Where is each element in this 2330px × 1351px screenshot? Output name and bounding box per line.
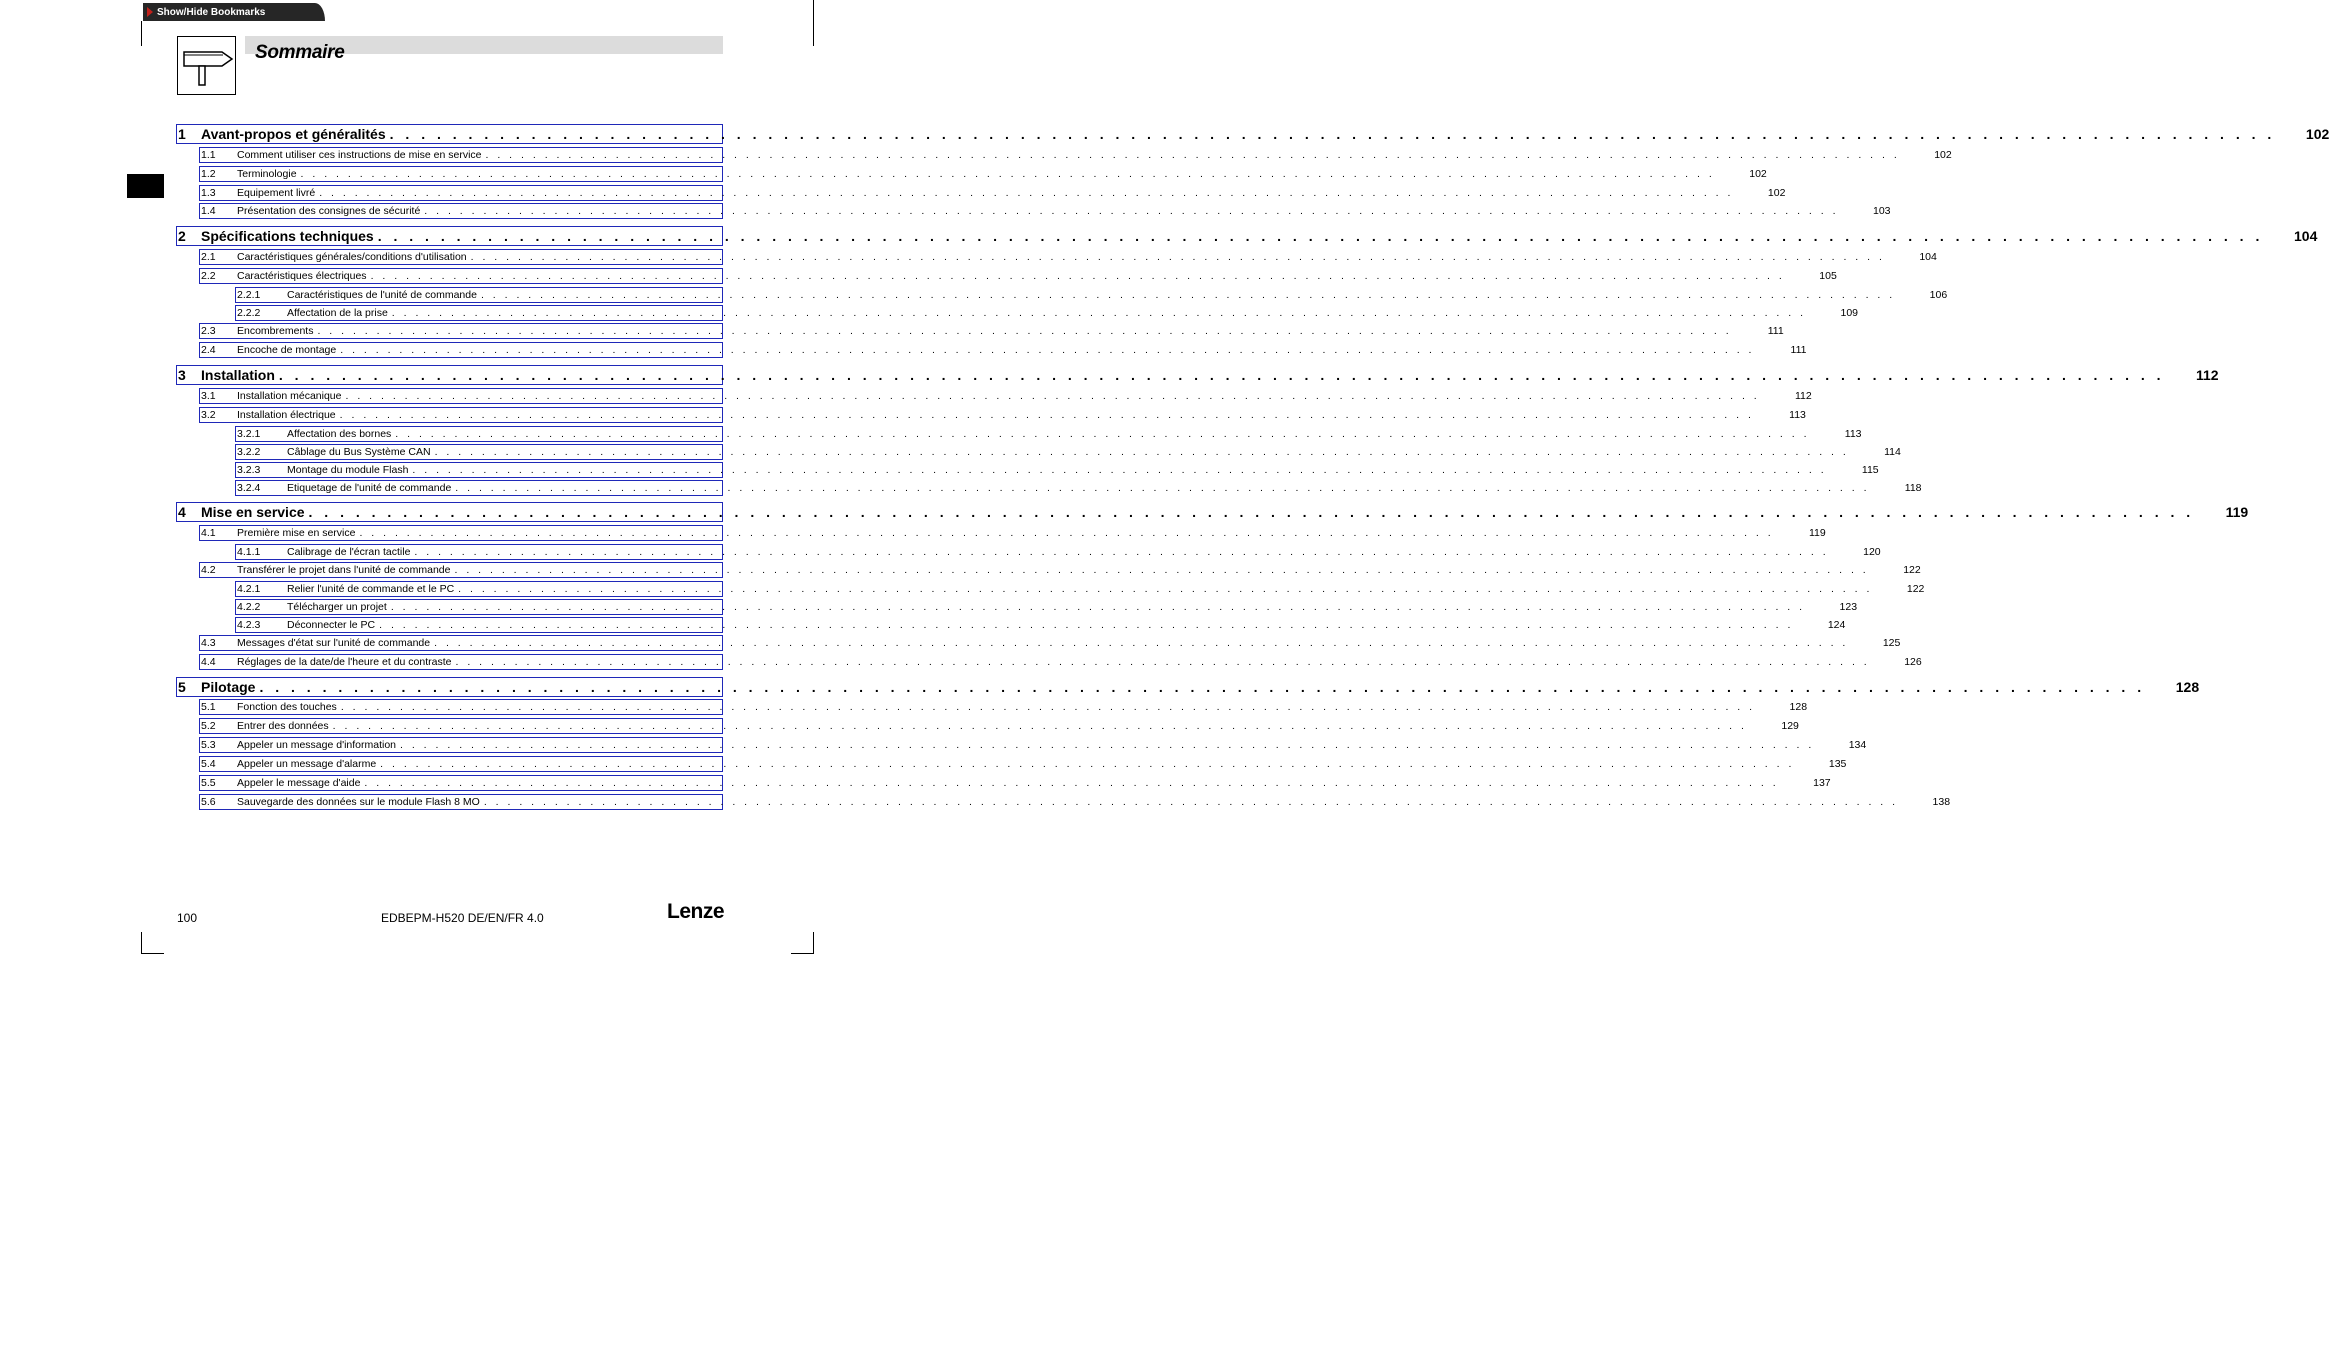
toc-entry-page: 120 bbox=[1863, 546, 1881, 558]
toc-leader-dots: . . . . . . . . . . . . . . . . . . . . . . . . . . . . . . . . . . . . . . . . . . . . . . . . . . . . . . . . . . . . . . . . . . . . . . . . . . . . . . . . . . . . . . . . . . . . . . . . . . . . . . . . . . . . . . . . . . . . . . . . bbox=[359, 527, 1774, 539]
toc-entry-title: Première mise en service bbox=[237, 527, 356, 539]
toc-entry-title: Avant-propos et généralités bbox=[201, 126, 386, 142]
toc-entry-number: 1.4 bbox=[201, 205, 216, 217]
toc-entry[interactable] bbox=[176, 226, 2318, 246]
toc-leader-dots: . . . . . . . . . . . . . . . . . . . . . . . . . . . . . . . . . . . . . . . . . . . . . . . . . . . . . . . . . . . . . . . . . . . . . . . . . . . . . . . . . . . . . . . . . . . . . . . . . . . . . . . . . . . . . . . . . . . . . . . . bbox=[339, 409, 1754, 421]
toc-entry-page: 119 bbox=[1808, 527, 1826, 539]
toc-entry-number: 1.3 bbox=[201, 187, 216, 199]
toc-entry[interactable] bbox=[199, 718, 1799, 734]
toc-entry-title: Installation électrique bbox=[237, 409, 336, 421]
chapter-tab-marker bbox=[127, 174, 164, 198]
toc-entry-page: 126 bbox=[1904, 656, 1922, 668]
toc-entry-number: 2.4 bbox=[201, 344, 216, 356]
crop-mark bbox=[813, 932, 814, 954]
crop-mark bbox=[791, 953, 814, 954]
toc-entry-page: 114 bbox=[1884, 446, 1901, 458]
toc-entry-number: 2.2.1 bbox=[237, 289, 261, 301]
toc-leader-dots: . . . . . . . . . . . . . . . . . . . . . . . . . . . . . . . . . . . . . . . . . . . . . . . . . . . . . . . . . . . . . . . . . . . . . . . . . . . . . . . . . . . . . . . . . . . . . . . . . . . . . . . . . . . . . . . . . . . . . . . . bbox=[340, 344, 1755, 356]
toc-leader-dots: . . . . . . . . . . . . . . . . . . . . . . . . . . . . . . . . . . . . . . . . . . . . . . . . . . . . . . . . . . . . . . . . . . . . . . . . . . . . . . . . . . . . . . . . . . . . . . . . . . . . . . . . . . . . . . . . . . . . . . . . bbox=[424, 205, 1839, 217]
toc-entry-number: 5.2 bbox=[201, 720, 216, 732]
toc-entry-title: Calibrage de l'écran tactile bbox=[287, 546, 411, 558]
crop-mark bbox=[813, 0, 814, 46]
toc-leader-dots: . . . . . . . . . . . . . . . . . . . . . . . . . . . . . . . . . . . . . . . . . . . . . . . . . . . . . . . . . . . . . . . . . . . . . . . . . . . . . . . . . . . . . . . . . . . . . . . . . . . . . . . . . . . . . . . . . . . . . . . . bbox=[340, 701, 1756, 713]
arrow-right-icon bbox=[147, 7, 153, 17]
toc-entry[interactable] bbox=[199, 525, 1826, 541]
toc-entry-number: 3 bbox=[178, 367, 186, 383]
toc-entry-title: Télécharger un projet bbox=[287, 601, 387, 613]
toc-entry[interactable] bbox=[176, 365, 2219, 385]
toc-entry-title: Réglages de la date/de l'heure et du contraste bbox=[237, 656, 452, 668]
toc-entry-title: Caractéristiques générales/conditions d'utilisation bbox=[237, 251, 467, 263]
toc-entry-page: 102 bbox=[2305, 126, 2330, 142]
toc-entry-title: Appeler le message d'aide bbox=[237, 777, 361, 789]
toc-entry-page: 129 bbox=[1781, 720, 1799, 732]
toc-entry-title: Installation bbox=[201, 367, 275, 383]
toc-entry-title: Equipement livré bbox=[237, 187, 316, 199]
toc-leader-dots: . . . . . . . . . . . . . . . . . . . . . . . . . . . . . . . . . . . . . . . . . . . . . . . . . . . . . . . . . . . . . . . . . . . . . . . . . . . . . . . . . . . . . . . . . . . . . . . . . . . . . . . . . . . . . . . . . . . . . . . . bbox=[455, 656, 1870, 668]
toc-entry-number: 4 bbox=[178, 504, 186, 520]
toc-leader-dots: . . . . . . . . . . . . . . . . . . . . . . . . . . . . . . . . . . . . . . . . . . . . . . . . . . . . . . . . . . . . . . . . . . . . . . . . . . . . . . . . . . . . . . . . . . . . . . . . . . . . . . . . . . . . . . . . . . . . . . . . bbox=[454, 564, 1869, 576]
toc-entry-title: Sauvegarde des données sur le module Flash 8 MO bbox=[237, 796, 480, 808]
toc-entry-number: 5.5 bbox=[201, 777, 216, 789]
toc-entry-number: 3.2.2 bbox=[237, 446, 261, 458]
toc-entry-number: 3.2.4 bbox=[237, 482, 261, 494]
toc-entry[interactable] bbox=[199, 699, 1808, 715]
toc-entry-number: 4.3 bbox=[201, 637, 216, 649]
lenze-logo: Lenze bbox=[667, 900, 725, 923]
toc-entry-page: 122 bbox=[1903, 564, 1921, 576]
toc-entry[interactable] bbox=[199, 147, 1952, 163]
toc-entry-title: Messages d'état sur l'unité de commande bbox=[237, 637, 431, 649]
toc-entry-number: 3.2 bbox=[201, 409, 216, 421]
toc-entry[interactable] bbox=[199, 794, 1951, 810]
page-number: 100 bbox=[177, 911, 198, 925]
crop-mark bbox=[141, 953, 164, 954]
toc-entry[interactable] bbox=[199, 756, 1847, 772]
toc-entry-page: 123 bbox=[1839, 601, 1858, 613]
toc-leader-dots: . . . . . . . . . . . . . . . . . . . . . . . . . . . . . . . . . . . . . . . . . . . . . . . . . . . . . . . . . . . . . . . . . . . . . . . . . . . . . . . . . . . . . . . . . . . . . . . . . . . . . . . . . . . . . . . . . . . . . . . . bbox=[364, 777, 1779, 789]
toc-entry-page: 113 bbox=[1789, 409, 1806, 421]
toc-entry-page: 105 bbox=[1819, 270, 1837, 282]
toc-entry-page: 118 bbox=[1904, 482, 1922, 494]
toc-leader-dots: . . . . . . . . . . . . . . . . . . . . . . . . . . . . . . . . . . . . . . . . . . . . . . . . . . . . . . . . . . . . . . . . . . . . . . . . . . . . . . . . . . . . . . . . . . . . . . . . . . . . . . . . . . . . . . . . . . . . . . . . bbox=[380, 758, 1795, 770]
toc-entry-number: 3.2.1 bbox=[237, 428, 261, 440]
toc-entry-page: 104 bbox=[2294, 228, 2318, 244]
toc-entry[interactable] bbox=[235, 426, 1862, 442]
toc-entry-number: 4.2.1 bbox=[237, 583, 261, 595]
toc-entry-title: Câblage du Bus Système CAN bbox=[287, 446, 431, 458]
toc-entry-page: 102 bbox=[1749, 168, 1767, 180]
toc-leader-dots: . . . . . . . . . . . . . . . . . . . . . . . . . . . . . . . . . . . . . . . . . . . . . . . . . . . . . . . . . . . . . . . . . . . . . . . . . . . . . . . . . . . . . . . . . . . . . . . . . . . . . . . . . . . . . . . . . . . . . . . . bbox=[319, 187, 1734, 199]
toc-entry-number: 1.1 bbox=[201, 149, 216, 161]
toc-entry-page: 122 bbox=[1906, 583, 1925, 595]
toc-leader-dots: . . . . . . . . . . . . . . . . . . . . . . . . . . . . . . . . . . . . . . . . . . . . . . . . . . . . . . . . . . . . . . . . . . . . . . . . . . . . . . . . . . . . . . . . . . . . . . . . . . . . . . . . . . . . . . . . . . . . . . . . bbox=[455, 482, 1870, 494]
toc-leader-dots: . . . . . . . . . . . . . . . . . . . . . . . . . . . . . . . . . . . . . . . . . . . . . . . . . . . . . . . . . . . . . . . . . . . . . . . . . . . . . . . . . . . . . . . . . . . . . . . . . . . . . . . . . . . . . . . . . . . . . . . . bbox=[458, 583, 1873, 595]
toc-entry-title: Spécifications techniques bbox=[201, 228, 374, 244]
toc-leader-dots: . . . . . . . . . . . . . . . . . . . . . . . . . . . . . . . . . . . . . . . . . . . . . . . . . . . . . . . . . . . . . . . . . . . . . . . . . . . . . . . . . . . . . . . . . . . . . . . . . . . . . . . . . . . . . . . . . . . . . . . . bbox=[278, 367, 2165, 383]
toc-entry-title: Terminologie bbox=[237, 168, 297, 180]
toc-entry[interactable] bbox=[235, 480, 1922, 496]
toc-leader-dots: . . . . . . . . . . . . . . . . . . . . . . . . . . . . . . . . . . . . . . . . . . . . . . . . . . . . . . . . . . . . . . . . . . . . . . . . . . . . . . . . . . . . . . . . . . . . . . . . . . . . . . . . . . . . . . . . . . . . . . . . bbox=[414, 546, 1829, 558]
toc-entry[interactable] bbox=[199, 342, 1807, 358]
toc-leader-dots: . . . . . . . . . . . . . . . . . . . . . . . . . . . . . . . . . . . . . . . . . . . . . . . . . . . . . . . . . . . . . . . . . . . . . . . . . . . . . . . . . . . . . . . . . . . . . . . . . . . . . . . . . . . . . . . . . . . . . . . . bbox=[259, 679, 2146, 695]
toc-entry[interactable] bbox=[199, 635, 1901, 651]
toc-entry-page: 106 bbox=[1929, 289, 1948, 301]
toc-entry-title: Montage du module Flash bbox=[287, 464, 409, 476]
toc-entry-number: 4.2.3 bbox=[237, 619, 261, 631]
show-hide-bookmarks-button[interactable] bbox=[143, 3, 325, 21]
toc-entry[interactable] bbox=[199, 166, 1767, 182]
toc-entry-page: 119 bbox=[2225, 504, 2249, 520]
toc-entry[interactable] bbox=[199, 407, 1806, 423]
bookmarks-label: Show/Hide Bookmarks bbox=[157, 6, 266, 18]
toc-entry-title: Mise en service bbox=[201, 504, 305, 520]
toc-entry[interactable] bbox=[199, 185, 1786, 201]
toc-entry-number: 1 bbox=[178, 126, 186, 142]
toc-entry-page: 128 bbox=[2175, 679, 2200, 695]
toc-entry-page: 115 bbox=[1861, 464, 1879, 476]
toc-entry-title: Installation mécanique bbox=[237, 390, 342, 402]
toc-leader-dots: . . . . . . . . . . . . . . . . . . . . . . . . . . . . . . . . . . . . . . . . . . . . . . . . . . . . . . . . . . . . . . . . . . . . . . . . . . . . . . . . . . . . . . . . . . . . . . . . . . . . . . . . . . . . . . . . . . . . . . . . bbox=[434, 637, 1849, 649]
toc-entry-title: Encoche de montage bbox=[237, 344, 337, 356]
toc-entry-page: 104 bbox=[1919, 251, 1937, 263]
toc-entry[interactable] bbox=[235, 599, 1858, 615]
toc-entry-page: 113 bbox=[1844, 428, 1862, 440]
toc-entry-title: Affectation de la prise bbox=[287, 307, 388, 319]
toc-entry-number: 4.1 bbox=[201, 527, 216, 539]
toc-leader-dots: . . . . . . . . . . . . . . . . . . . . . . . . . . . . . . . . . . . . . . . . . . . . . . . . . . . . . . . . . . . . . . . . . . . . . . . . . . . . . . . . . . . . . . . . . . . . . . . . . . . . . . . . . . . . . . . . . . . . . . . . bbox=[434, 446, 1849, 458]
toc-entry-page: 138 bbox=[1932, 796, 1951, 808]
toc-entry-number: 2.1 bbox=[201, 251, 216, 263]
toc-entry-page: 135 bbox=[1828, 758, 1847, 770]
toc-entry-title: Caractéristiques de l'unité de commande bbox=[287, 289, 477, 301]
toc-entry-page: 103 bbox=[1872, 205, 1891, 217]
toc-entry-number: 4.2.2 bbox=[237, 601, 261, 613]
toc-leader-dots: . . . . . . . . . . . . . . . . . . . . . . . . . . . . . . . . . . . . . . . . . . . . . . . . . . . . . . . . . . . . . . . . . . . . . . . . . . . . . . . . . . . . . . . . . . . . . . . . . . . . . . . . . . . . . . . . . . . . . . . . bbox=[483, 796, 1899, 808]
toc-entry-page: 111 bbox=[1767, 325, 1784, 337]
toc-entry-number: 5.6 bbox=[201, 796, 216, 808]
toc-leader-dots: . . . . . . . . . . . . . . . . . . . . . . . . . . . . . . . . . . . . . . . . . . . . . . . . . . . . . . . . . . . . . . . . . . . . . . . . . . . . . . . . . . . . . . . . . . . . . . . . . . . . . . . . . . . . . . . . . . . . . . . . bbox=[395, 428, 1810, 440]
toc-entry-title: Appeler un message d'information bbox=[237, 739, 397, 751]
toc-entry[interactable] bbox=[199, 562, 1921, 578]
toc-leader-dots: . . . . . . . . . . . . . . . . . . . . . . . . . . . . . . . . . . . . . . . . . . . . . . . . . . . . . . . . . . . . . . . . . . . . . . . . . . . . . . . . . . . . . . . . . . . . . . . . . . . . . . . . . . . . . . . . . . . . . . . . bbox=[332, 720, 1747, 732]
toc-entry[interactable] bbox=[176, 502, 2249, 522]
toc-entry-number: 2.2 bbox=[201, 270, 216, 282]
toc-entry[interactable] bbox=[176, 124, 2330, 144]
toc-leader-dots: . . . . . . . . . . . . . . . . . . . . . . . . . . . . . . . . . . . . . . . . . . . . . . . . . . . . . . . . . . . . . . . . . . . . . . . . . . . . . . . . . . . . . . . . . . . . . . . . . . . . . . . . . . . . . . . . . . . . . . . . bbox=[390, 601, 1806, 613]
toc-entry-title: Présentation des consignes de sécurité bbox=[237, 205, 421, 217]
toc-entry[interactable] bbox=[235, 444, 1901, 460]
toc-leader-dots: . . . . . . . . . . . . . . . . . . . . . . . . . . . . . . . . . . . . . . . . . . . . . . . . . . . . . . . . . . . . . . . . . . . . . . . . . . . . . . . . . . . . . . . . . . . . . . . . . . . . . . . . . . . . . . . . . . . . . . . . bbox=[308, 504, 2195, 520]
toc-entry-page: 112 bbox=[2195, 367, 2219, 383]
toc-entry-page: 125 bbox=[1882, 637, 1901, 649]
toc-entry-page: 124 bbox=[1827, 619, 1846, 631]
toc-entry-title: Fonction des touches bbox=[237, 701, 337, 713]
toc-entry-title: Déconnecter le PC bbox=[287, 619, 376, 631]
toc-entry-page: 109 bbox=[1840, 307, 1859, 319]
toc-entry-page: 137 bbox=[1813, 777, 1831, 789]
toc-leader-dots: . . . . . . . . . . . . . . . . . . . . . . . . . . . . . . . . . . . . . . . . . . . . . . . . . . . . . . . . . . . . . . . . . . . . . . . . . . . . . . . . . . . . . . . . . . . . . . . . . . . . . . . . . . . . . . . . . . . . . . . . bbox=[317, 325, 1732, 337]
toc-entry-page: 102 bbox=[1934, 149, 1952, 161]
toc-entry-number: 2.2.2 bbox=[237, 307, 261, 319]
toc-entry-number: 2 bbox=[178, 228, 186, 244]
crop-mark bbox=[141, 21, 142, 46]
toc-entry-title: Entrer des données bbox=[237, 720, 329, 732]
toc-leader-dots: . . . . . . . . . . . . . . . . . . . . . . . . . . . . . . . . . . . . . . . . . . . . . . . . . . . . . . . . . . . . . . . . . . . . . . . . . . . . . . . . . . . . . . . . . . . . . . . . . . . . . . . . . . . . . . . . . . . . . . . . bbox=[370, 270, 1785, 282]
toc-entry-number: 4.4 bbox=[201, 656, 216, 668]
toc-entry-page: 134 bbox=[1848, 739, 1867, 751]
toc-leader-dots: . . . . . . . . . . . . . . . . . . . . . . . . . . . . . . . . . . . . . . . . . . . . . . . . . . . . . . . . . . . . . . . . . . . . . . . . . . . . . . . . . . . . . . . . . . . . . . . . . . . . . . . . . . . . . . . . . . . . . . . . bbox=[379, 619, 1794, 631]
toc-entry[interactable] bbox=[199, 775, 1831, 791]
toc-entry[interactable] bbox=[199, 249, 1937, 265]
toc-entry-number: 3.2.3 bbox=[237, 464, 261, 476]
toc-leader-dots: . . . . . . . . . . . . . . . . . . . . . . . . . . . . . . . . . . . . . . . . . . . . . . . . . . . . . . . . . . . . . . . . . . . . . . . . . . . . . . . . . . . . . . . . . . . . . . . . . . . . . . . . . . . . . . . . . . . . . . . . bbox=[400, 739, 1815, 751]
toc-entry-title: Transférer le projet dans l'unité de commande bbox=[237, 564, 451, 576]
toc-entry[interactable] bbox=[235, 617, 1846, 633]
toc-entry[interactable] bbox=[199, 323, 1784, 339]
toc-entry[interactable] bbox=[176, 677, 2200, 697]
toc-entry-page: 128 bbox=[1789, 701, 1808, 713]
page-title: Sommaire bbox=[255, 42, 345, 63]
toc-entry[interactable] bbox=[199, 737, 1867, 753]
toc-entry-number: 5.1 bbox=[201, 701, 216, 713]
toc-entry-title: Caractéristiques électriques bbox=[237, 270, 367, 282]
toc-entry-page: 112 bbox=[1794, 390, 1812, 402]
toc-leader-dots: . . . . . . . . . . . . . . . . . . . . . . . . . . . . . . . . . . . . . . . . . . . . . . . . . . . . . . . . . . . . . . . . . . . . . . . . . . . . . . . . . . . . . . . . . . . . . . . . . . . . . . . . . . . . . . . . . . . . . . . . bbox=[470, 251, 1885, 263]
toc-entry-page: 111 bbox=[1790, 344, 1807, 356]
toc-entry[interactable] bbox=[235, 581, 1925, 597]
toc-entry[interactable] bbox=[235, 287, 1948, 303]
toc-entry-page: 102 bbox=[1767, 187, 1786, 199]
toc-leader-dots: . . . . . . . . . . . . . . . . . . . . . . . . . . . . . . . . . . . . . . . . . . . . . . . . . . . . . . . . . . . . . . . . . . . . . . . . . . . . . . . . . . . . . . . . . . . . . . . . . . . . . . . . . . . . . . . . . . . . . . . . bbox=[485, 149, 1900, 161]
toc-entry-title: Appeler un message d'alarme bbox=[237, 758, 377, 770]
toc-entry-title: Etiquetage de l'unité de commande bbox=[287, 482, 452, 494]
toc-entry-number: 4.1.1 bbox=[237, 546, 261, 558]
toc-entry[interactable] bbox=[235, 462, 1879, 478]
toc-entry-title: Pilotage bbox=[201, 679, 256, 695]
toc-entry-number: 3.1 bbox=[201, 390, 216, 402]
toc-entry[interactable] bbox=[199, 268, 1837, 284]
toc-leader-dots: . . . . . . . . . . . . . . . . . . . . . . . . . . . . . . . . . . . . . . . . . . . . . . . . . . . . . . . . . . . . . . . . . . . . . . . . . . . . . . . . . . . . . . . . . . . . . . . . . . . . . . . . . . . . . . . . . . . . . . . . bbox=[391, 307, 1807, 319]
toc-entry-number: 5 bbox=[178, 679, 186, 695]
toc-entry-title: Affectation des bornes bbox=[287, 428, 392, 440]
document-code: EDBEPM-H520 DE/EN/FR 4.0 bbox=[381, 911, 544, 925]
toc-entry-number: 1.2 bbox=[201, 168, 216, 180]
toc-leader-dots: . . . . . . . . . . . . . . . . . . . . . . . . . . . . . . . . . . . . . . . . . . . . . . . . . . . . . . . . . . . . . . . . . . . . . . . . . . . . . . . . . . . . . . . . . . . . . . . . . . . . . . . . . . . . . . . . . . . . . . . . bbox=[345, 390, 1760, 402]
toc-entry-number: 2.3 bbox=[201, 325, 216, 337]
toc-entry-number: 5.3 bbox=[201, 739, 216, 751]
toc-entry-number: 5.4 bbox=[201, 758, 216, 770]
toc-entry[interactable] bbox=[235, 544, 1881, 560]
toc-entry-title: Comment utiliser ces instructions de mise en service bbox=[237, 149, 482, 161]
signpost-icon bbox=[177, 36, 236, 95]
crop-mark bbox=[141, 932, 142, 954]
toc-entry-title: Encombrements bbox=[237, 325, 314, 337]
toc-entry[interactable] bbox=[235, 305, 1859, 321]
toc-entry[interactable] bbox=[199, 203, 1891, 219]
toc-entry-number: 4.2 bbox=[201, 564, 216, 576]
toc-leader-dots: . . . . . . . . . . . . . . . . . . . . . . . . . . . . . . . . . . . . . . . . . . . . . . . . . . . . . . . . . . . . . . . . . . . . . . . . . . . . . . . . . . . . . . . . . . . . . . . . . . . . . . . . . . . . . . . . . . . . . . . . bbox=[377, 228, 2264, 244]
toc-entry[interactable] bbox=[199, 654, 1922, 670]
toc-leader-dots: . . . . . . . . . . . . . . . . . . . . . . . . . . . . . . . . . . . . . . . . . . . . . . . . . . . . . . . . . . . . . . . . . . . . . . . . . . . . . . . . . . . . . . . . . . . . . . . . . . . . . . . . . . . . . . . . . . . . . . . . bbox=[389, 126, 2276, 142]
toc-leader-dots: . . . . . . . . . . . . . . . . . . . . . . . . . . . . . . . . . . . . . . . . . . . . . . . . . . . . . . . . . . . . . . . . . . . . . . . . . . . . . . . . . . . . . . . . . . . . . . . . . . . . . . . . . . . . . . . . . . . . . . . . bbox=[480, 289, 1896, 301]
toc-leader-dots: . . . . . . . . . . . . . . . . . . . . . . . . . . . . . . . . . . . . . . . . . . . . . . . . . . . . . . . . . . . . . . . . . . . . . . . . . . . . . . . . . . . . . . . . . . . . . . . . . . . . . . . . . . . . . . . . . . . . . . . . bbox=[300, 168, 1715, 180]
toc-leader-dots: . . . . . . . . . . . . . . . . . . . . . . . . . . . . . . . . . . . . . . . . . . . . . . . . . . . . . . . . . . . . . . . . . . . . . . . . . . . . . . . . . . . . . . . . . . . . . . . . . . . . . . . . . . . . . . . . . . . . . . . . bbox=[412, 464, 1827, 476]
toc-entry-title: Relier l'unité de commande et le PC bbox=[287, 583, 455, 595]
toc-entry[interactable] bbox=[199, 388, 1812, 404]
